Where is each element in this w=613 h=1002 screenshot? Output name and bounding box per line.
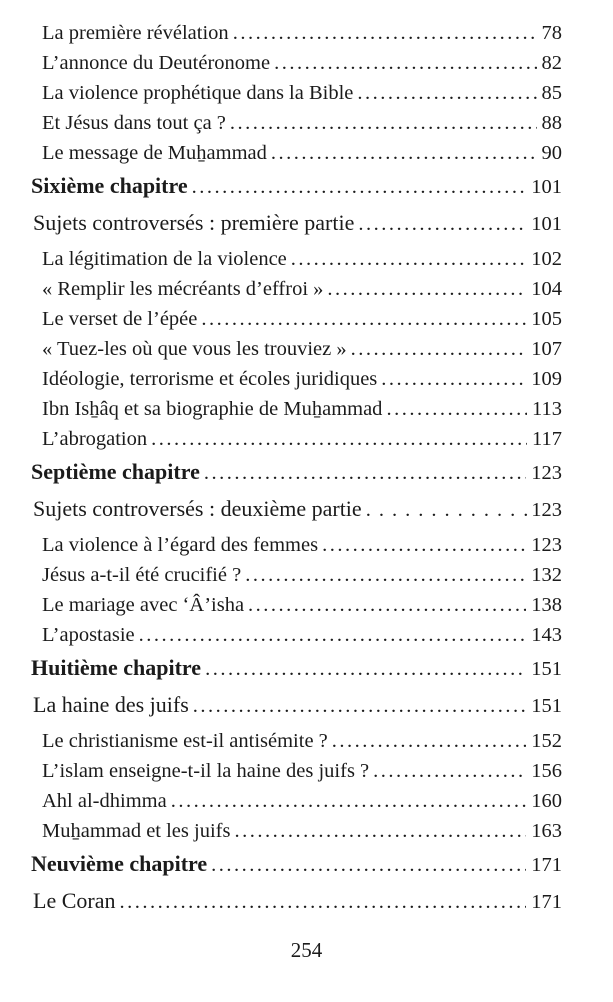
toc-entry bbox=[31, 560, 562, 590]
toc-entry-label: « Remplir les mécréants d’effroi » bbox=[42, 278, 324, 300]
toc-entry-label: La haine des juifs bbox=[33, 692, 189, 717]
toc-leader-dots bbox=[332, 726, 526, 756]
toc-entry-label: Muẖammad et les juifs bbox=[42, 820, 231, 842]
toc-leader-dots bbox=[205, 653, 526, 684]
toc-entry-label: La violence prophétique dans la Bible bbox=[42, 82, 354, 104]
toc-entry-page: 160 bbox=[531, 790, 562, 812]
toc-leader-dots bbox=[192, 171, 527, 202]
toc-leader-dots bbox=[193, 690, 526, 721]
toc-entry bbox=[31, 304, 562, 334]
toc-entry-label: Sujets controversés : deuxième partie bbox=[33, 496, 362, 521]
toc-entry bbox=[31, 244, 562, 274]
toc-entry bbox=[31, 334, 562, 364]
toc-entry-label: Le christianisme est-il antisémite ? bbox=[42, 730, 328, 752]
toc-entry bbox=[31, 690, 562, 720]
toc-entry-page: 113 bbox=[532, 398, 562, 420]
toc-entry-label: Ibn Isẖâq et sa biographie de Muẖammad bbox=[42, 398, 383, 420]
toc-entry bbox=[31, 364, 562, 394]
toc-leader-dots bbox=[274, 48, 536, 78]
toc-entry-page: 90 bbox=[541, 142, 562, 164]
toc-entry-label: Le verset de l’épée bbox=[42, 308, 198, 330]
toc-leader-dots bbox=[151, 424, 527, 454]
toc-entry-page: 156 bbox=[531, 760, 562, 782]
toc-leader-dots bbox=[357, 78, 536, 108]
toc-leader-dots bbox=[373, 756, 526, 786]
toc-entry-page: 151 bbox=[531, 695, 562, 717]
toc-leader-dots bbox=[291, 244, 526, 274]
toc-entry bbox=[31, 424, 562, 454]
toc-entry-label: L’abrogation bbox=[42, 428, 148, 450]
toc-leader-dots bbox=[358, 208, 526, 239]
toc-entry-page: 132 bbox=[531, 564, 562, 586]
toc-leader-dots bbox=[327, 274, 526, 304]
toc-entry-label: Sujets controversés : première partie bbox=[33, 210, 355, 235]
toc-entry bbox=[31, 394, 562, 424]
toc-entry-page: 171 bbox=[531, 891, 562, 913]
toc-entry-label: L’apostasie bbox=[42, 624, 135, 646]
toc-entry-page: 101 bbox=[531, 213, 562, 235]
toc-leader-dots bbox=[248, 590, 526, 620]
toc-leader-dots bbox=[171, 786, 527, 816]
toc-entry bbox=[31, 530, 562, 560]
toc-entry-label: Ahl al-dhimma bbox=[42, 790, 167, 812]
toc-entry bbox=[31, 48, 562, 78]
toc-entry bbox=[31, 756, 562, 786]
toc-entry-label: Le mariage avec ‘Â’isha bbox=[42, 594, 245, 616]
toc-entry-page: 117 bbox=[532, 428, 562, 450]
toc-list bbox=[31, 18, 562, 922]
toc-entry bbox=[31, 108, 562, 138]
toc-entry-label: Sixième chapitre bbox=[31, 173, 188, 198]
toc-entry-label: Huitième chapitre bbox=[31, 655, 202, 680]
toc-entry-page: 123 bbox=[531, 499, 562, 521]
toc-entry-page: 101 bbox=[531, 176, 562, 198]
toc-entry-label: « Tuez-les où que vous les trouviez » bbox=[42, 338, 347, 360]
toc-leader-dots bbox=[366, 494, 531, 525]
toc-leader-dots bbox=[233, 18, 537, 48]
toc-leader-dots bbox=[119, 886, 526, 917]
toc-entry-label: L’islam enseigne-t-il la haine des juifs ? bbox=[42, 760, 370, 782]
toc-entry bbox=[31, 78, 562, 108]
toc-leader-dots bbox=[386, 394, 527, 424]
toc-entry-page: 123 bbox=[531, 462, 562, 484]
toc-entry bbox=[31, 208, 562, 238]
toc-entry-page: 107 bbox=[531, 338, 562, 360]
toc-entry-page: 105 bbox=[531, 308, 562, 330]
toc-leader-dots bbox=[234, 816, 526, 846]
toc-entry-label: Idéologie, terrorisme et écoles juridiques bbox=[42, 368, 378, 390]
toc-entry bbox=[31, 726, 562, 756]
toc-entry bbox=[31, 653, 562, 683]
toc-entry-page: 82 bbox=[541, 52, 562, 74]
toc-entry bbox=[31, 816, 562, 846]
toc-entry bbox=[31, 138, 562, 168]
toc-leader-dots bbox=[351, 334, 527, 364]
toc-entry-page: 78 bbox=[541, 22, 562, 44]
toc-entry-label: Neuvième chapitre bbox=[31, 851, 208, 876]
toc-entry-label: Le message de Muẖammad bbox=[42, 142, 267, 164]
toc-entry bbox=[31, 274, 562, 304]
toc-entry-page: 104 bbox=[531, 278, 562, 300]
toc-entry bbox=[31, 18, 562, 48]
toc-entry-label: La légitimation de la violence bbox=[42, 248, 287, 270]
toc-entry bbox=[31, 620, 562, 650]
toc-entry-page: 123 bbox=[531, 534, 562, 556]
toc-leader-dots bbox=[139, 620, 527, 650]
toc-entry-label: Septième chapitre bbox=[31, 459, 200, 484]
toc-entry-page: 171 bbox=[531, 854, 562, 876]
toc-entry-page: 85 bbox=[541, 82, 562, 104]
toc-leader-dots bbox=[322, 530, 526, 560]
toc-entry-page: 143 bbox=[531, 624, 562, 646]
toc-entry-label: La première révélation bbox=[42, 22, 229, 44]
toc-entry-label: Le Coran bbox=[33, 888, 116, 913]
toc-entry bbox=[31, 886, 562, 916]
toc-entry bbox=[31, 786, 562, 816]
toc-entry-page: 151 bbox=[531, 658, 562, 680]
toc-entry-label: L’annonce du Deutéronome bbox=[42, 52, 271, 74]
toc-entry-label: La violence à l’égard des femmes bbox=[42, 534, 319, 556]
toc-entry-page: 102 bbox=[531, 248, 562, 270]
toc-entry bbox=[31, 590, 562, 620]
toc-leader-dots bbox=[245, 560, 526, 590]
toc-entry-label: Jésus a-t-il été crucifié ? bbox=[42, 564, 242, 586]
toc-leader-dots bbox=[271, 138, 537, 168]
toc-leader-dots bbox=[381, 364, 526, 394]
toc-leader-dots bbox=[204, 457, 526, 488]
toc-entry bbox=[31, 171, 562, 201]
toc-entry bbox=[31, 494, 562, 524]
toc-leader-dots bbox=[211, 849, 526, 880]
toc-leader-dots bbox=[201, 304, 526, 334]
toc-entry-page: 109 bbox=[531, 368, 562, 390]
toc-entry-page: 138 bbox=[531, 594, 562, 616]
toc-entry-page: 163 bbox=[531, 820, 562, 842]
toc-entry-page: 88 bbox=[541, 112, 562, 134]
toc-entry-page: 152 bbox=[531, 730, 562, 752]
toc-entry-label: Et Jésus dans tout ça ? bbox=[42, 112, 226, 134]
toc-entry bbox=[31, 457, 562, 487]
toc-leader-dots bbox=[230, 108, 537, 138]
page-number-footer: 254 bbox=[290, 938, 323, 962]
toc-entry bbox=[31, 849, 562, 879]
